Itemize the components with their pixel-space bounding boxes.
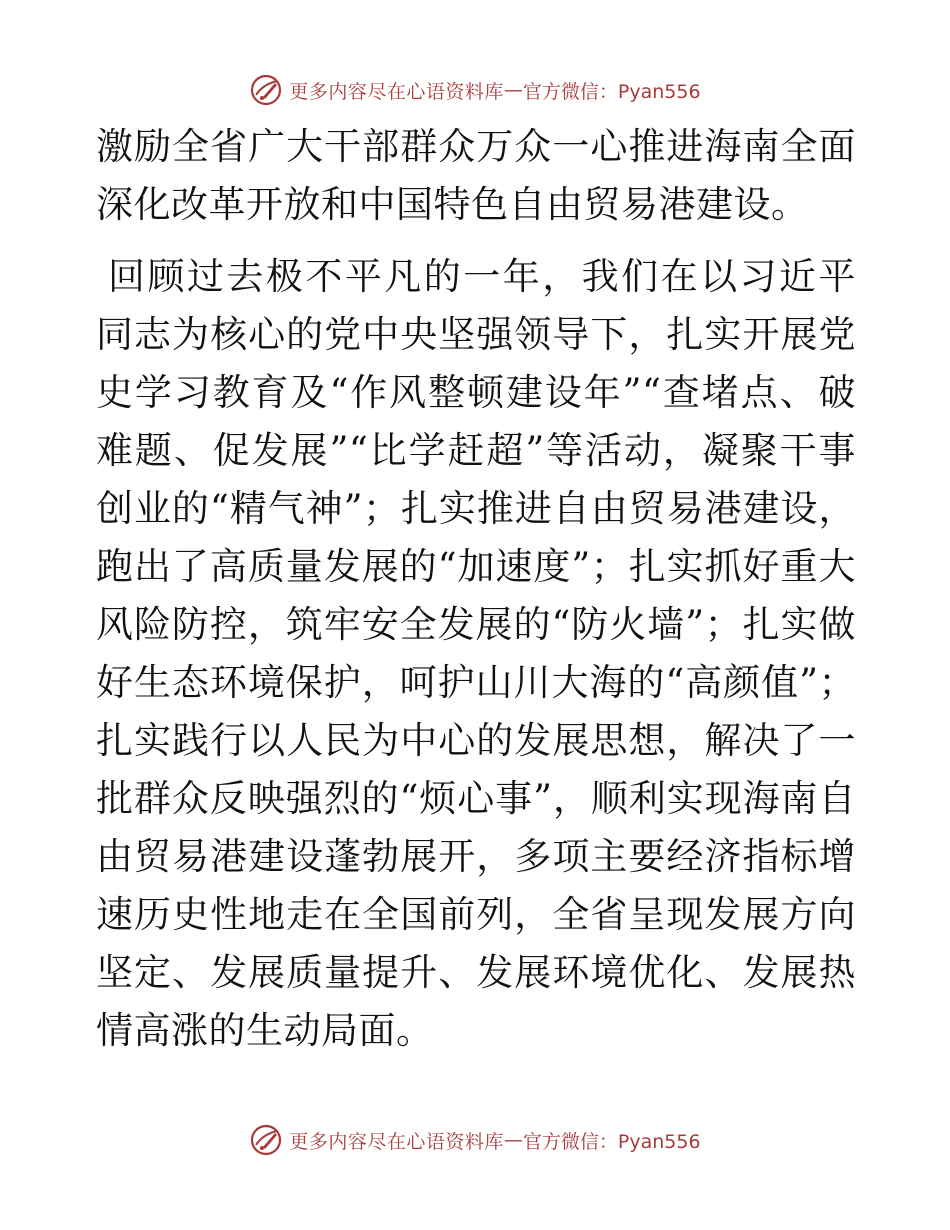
paragraph-1: 激励全省广大干部群众万众一心推进海南全面深化改革开放和中国特色自由贸易港建设。 bbox=[96, 125, 856, 226]
pen-circle-logo-icon bbox=[249, 1123, 283, 1157]
banner-wechat-text: 官方微信：Pyan556 bbox=[522, 1130, 701, 1153]
banner-separator: — bbox=[503, 1129, 523, 1151]
banner-wechat-text: 官方微信：Pyan556 bbox=[522, 80, 701, 103]
header-banner bbox=[0, 70, 950, 110]
document-body bbox=[96, 118, 856, 1060]
banner-site-text: 更多内容尽在心语资料库 bbox=[289, 80, 504, 103]
banner-separator: — bbox=[503, 79, 523, 101]
banner-site-text: 更多内容尽在心语资料库 bbox=[289, 1130, 504, 1153]
paragraph-2: 回顾过去极不平凡的一年，我们在以习近平同志为核心的党中央坚强领导下，扎实开展党史学习教育及“作风整顿建设年”“查堵点、破难题、促发展”“比学赶超”等活动，凝聚干事创业的“精气神”；扎实推进自由贸易港建设，跑出了高质量发展的“加速度”；扎实抓好重大风险防控，筑牢安全发展的“防火墙”；扎实做好生态环境保护，呵护山川大海的“高颜值”；扎实践行以人民为中心的发展思想，解决了一批群众反映强烈的“烦心事”，顺利实现海南自由贸易港建设蓬勃展开，多项主要经济指标增速历史性地走在全国前列，全省呈现发展方向坚定、发展质量提升、发展环境优化、发展热情高涨的生动局面。 bbox=[96, 255, 856, 1052]
pen-circle-logo-icon bbox=[249, 73, 283, 107]
footer-banner bbox=[0, 1120, 950, 1160]
